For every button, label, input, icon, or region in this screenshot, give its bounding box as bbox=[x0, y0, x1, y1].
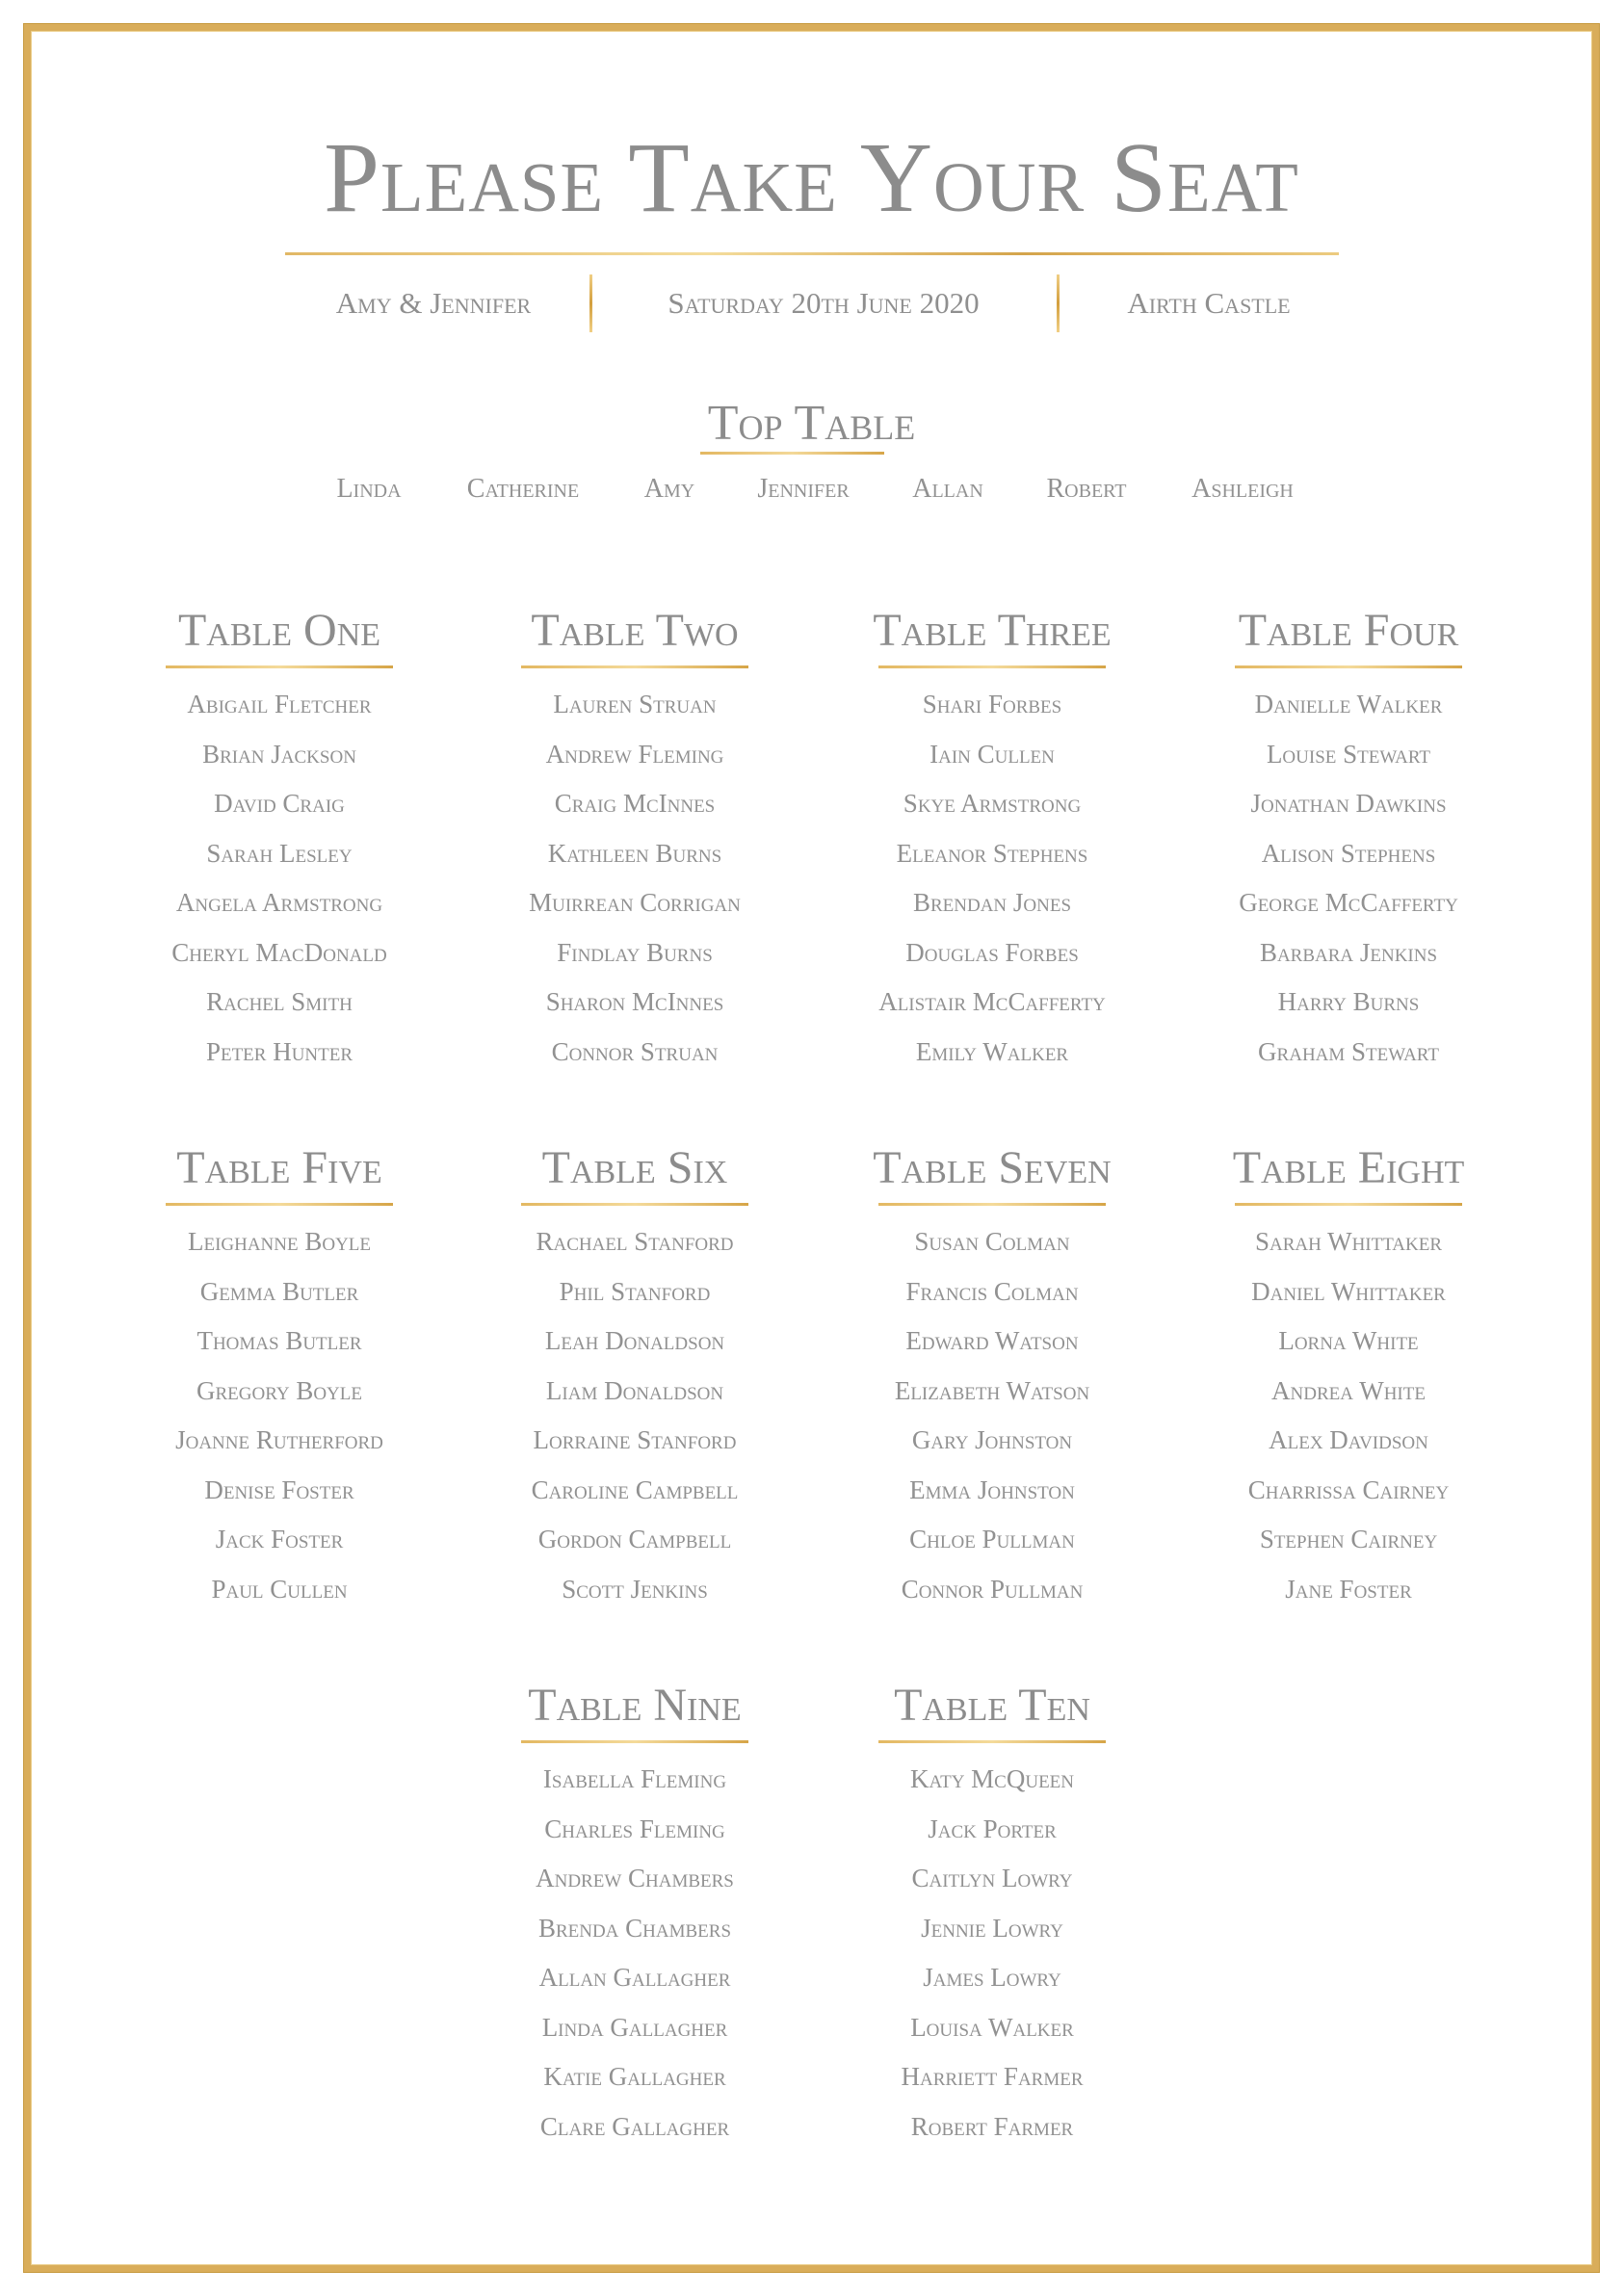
guest-name: Caitlyn Lowry bbox=[911, 1864, 1073, 1892]
top-table-title: Top Table bbox=[707, 396, 916, 451]
guest-name: Graham Stewart bbox=[1258, 1036, 1439, 1066]
guest-name: Gary Johnston bbox=[911, 1425, 1073, 1454]
guest-name: Louise Stewart bbox=[1266, 739, 1431, 769]
table-title: Table Six bbox=[541, 1142, 728, 1193]
guest-name: Barbara Jenkins bbox=[1259, 937, 1438, 967]
guest-name: Lorraine Stanford bbox=[533, 1425, 737, 1454]
guest-name: Andrew Fleming bbox=[545, 739, 724, 769]
guest-name: Alistair McCafferty bbox=[878, 987, 1106, 1016]
guest-name: Katy McQueen bbox=[909, 1764, 1075, 1793]
table-divider bbox=[166, 665, 393, 668]
top-table-guest: Jennifer bbox=[757, 474, 850, 504]
guest-name: Denise Foster bbox=[204, 1474, 354, 1504]
table-divider bbox=[521, 665, 748, 668]
guest-name: Alison Stephens bbox=[1261, 838, 1436, 868]
guest-name: Stephen Cairney bbox=[1259, 1525, 1438, 1553]
table-nine bbox=[481, 1677, 789, 2152]
guest-name: Findlay Burns bbox=[557, 937, 713, 967]
table-divider bbox=[1235, 665, 1462, 668]
venue-name: Airth Castle bbox=[1127, 286, 1291, 320]
top-table-guest: Amy bbox=[643, 474, 695, 504]
guest-name: Brenda Chambers bbox=[537, 1913, 732, 1943]
guest-name: Alex Davidson bbox=[1269, 1425, 1428, 1454]
top-table-guest: Catherine bbox=[466, 474, 580, 504]
table-two bbox=[481, 602, 789, 1077]
table-title: Table Five bbox=[176, 1142, 382, 1193]
guest-name: Louisa Walker bbox=[910, 2012, 1074, 2042]
guest-name: Clare Gallagher bbox=[539, 2111, 730, 2141]
table-title: Table Ten bbox=[894, 1680, 1090, 1731]
guest-name: Abigail Fletcher bbox=[187, 690, 372, 718]
guest-name: Susan Colman bbox=[914, 1227, 1070, 1256]
table-one bbox=[125, 602, 433, 1077]
table-divider bbox=[521, 1740, 748, 1743]
guest-name: Craig McInnes bbox=[554, 789, 716, 818]
guest-name: Francis Colman bbox=[905, 1276, 1079, 1306]
guest-name: Daniel Whittaker bbox=[1251, 1276, 1446, 1306]
table-divider bbox=[878, 665, 1106, 668]
guest-name: Harriett Farmer bbox=[901, 2062, 1084, 2091]
guest-name: Sarah Whittaker bbox=[1254, 1227, 1443, 1256]
top-table-divider bbox=[700, 452, 884, 455]
guest-name: Katie Gallagher bbox=[543, 2062, 726, 2091]
table-title: Table Eight bbox=[1232, 1142, 1465, 1193]
table-divider bbox=[878, 1203, 1106, 1206]
guest-name: Jonathan Dawkins bbox=[1250, 789, 1447, 818]
guest-name: David Craig bbox=[214, 789, 345, 818]
top-table-guest: Allan bbox=[912, 474, 983, 504]
guest-name: Charles Fleming bbox=[544, 1813, 725, 1843]
guest-name: Lauren Struan bbox=[553, 690, 717, 718]
table-title: Table Four bbox=[1238, 605, 1459, 656]
guest-name: Jack Foster bbox=[215, 1525, 344, 1553]
guest-name: Harry Burns bbox=[1277, 987, 1420, 1016]
guest-name: Gregory Boyle bbox=[196, 1375, 362, 1405]
table-title: Table Seven bbox=[873, 1142, 1112, 1193]
guest-name: Chloe Pullman bbox=[909, 1525, 1075, 1553]
table-title: Table Three bbox=[873, 605, 1112, 656]
guest-name: Leah Donaldson bbox=[544, 1326, 725, 1355]
guest-name: Phil Stanford bbox=[559, 1276, 711, 1306]
table-divider bbox=[1235, 1203, 1462, 1206]
guest-name: Linda Gallagher bbox=[541, 2012, 728, 2042]
guest-name: Peter Hunter bbox=[205, 1036, 353, 1066]
guest-name: Elizabeth Watson bbox=[894, 1375, 1090, 1405]
table-five bbox=[125, 1139, 433, 1614]
guest-name: Edward Watson bbox=[905, 1326, 1079, 1355]
guest-name: Shari Forbes bbox=[922, 690, 1062, 718]
guest-name: Muirrean Corrigan bbox=[529, 888, 741, 917]
guest-name: Brendan Jones bbox=[912, 888, 1072, 917]
table-title: Table One bbox=[177, 605, 381, 656]
guest-name: Connor Pullman bbox=[901, 1574, 1084, 1604]
page-title: Please Take Your Seat bbox=[324, 122, 1299, 233]
guest-name: Scott Jenkins bbox=[562, 1574, 708, 1604]
top-table-guest: Robert bbox=[1046, 474, 1127, 504]
top-table-guest: Ashleigh bbox=[1191, 474, 1294, 504]
top-table-guest: Linda bbox=[336, 474, 402, 504]
guest-name: Allan Gallagher bbox=[538, 1963, 731, 1992]
info-separator bbox=[1057, 274, 1060, 332]
table-seven bbox=[838, 1139, 1146, 1614]
guest-name: Danielle Walker bbox=[1254, 690, 1443, 718]
table-title: Table Nine bbox=[528, 1680, 742, 1731]
guest-name: Caroline Campbell bbox=[531, 1474, 739, 1504]
guest-name: Andrea White bbox=[1271, 1375, 1426, 1405]
guest-name: George McCafferty bbox=[1239, 888, 1458, 917]
guest-name: Charrissa Cairney bbox=[1247, 1474, 1450, 1504]
guest-name: Emily Walker bbox=[915, 1036, 1069, 1066]
table-three bbox=[838, 602, 1146, 1077]
guest-name: Rachel Smith bbox=[206, 987, 353, 1016]
guest-name: Paul Cullen bbox=[211, 1574, 348, 1604]
table-four bbox=[1194, 602, 1503, 1077]
guest-name: Sharon McInnes bbox=[545, 987, 724, 1016]
guest-name: Liam Donaldson bbox=[545, 1375, 724, 1405]
guest-name: Sarah Lesley bbox=[206, 838, 353, 868]
title-divider bbox=[285, 252, 1339, 255]
guest-name: Jane Foster bbox=[1285, 1574, 1412, 1604]
guest-name: Iain Cullen bbox=[929, 739, 1055, 769]
couple-names: Amy & Jennifer bbox=[335, 286, 532, 320]
guest-name: Cheryl MacDonald bbox=[171, 937, 387, 967]
guest-name: Douglas Forbes bbox=[905, 937, 1079, 967]
guest-name: Connor Struan bbox=[551, 1036, 719, 1066]
table-divider bbox=[521, 1203, 748, 1206]
table-ten bbox=[838, 1677, 1146, 2152]
guest-name: Rachael Stanford bbox=[536, 1227, 734, 1256]
table-title: Table Two bbox=[531, 605, 739, 656]
guest-name: Joanne Rutherford bbox=[175, 1425, 383, 1454]
guest-name: Gordon Campbell bbox=[537, 1525, 732, 1553]
guest-name: Skye Armstrong bbox=[903, 789, 1082, 818]
guest-name: Isabella Fleming bbox=[542, 1764, 727, 1793]
event-date: Saturday 20th June 2020 bbox=[668, 286, 980, 320]
guest-name: Andrew Chambers bbox=[536, 1864, 734, 1892]
guest-name: Gemma Butler bbox=[199, 1276, 359, 1306]
guest-name: Leighanne Boyle bbox=[187, 1227, 372, 1256]
guest-name: Emma Johnston bbox=[909, 1474, 1075, 1504]
info-separator bbox=[589, 274, 592, 332]
guest-name: Robert Farmer bbox=[910, 2111, 1074, 2141]
table-divider bbox=[166, 1203, 393, 1206]
table-six bbox=[481, 1139, 789, 1614]
guest-name: James Lowry bbox=[923, 1963, 1061, 1992]
table-eight bbox=[1194, 1139, 1503, 1614]
top-table-guests bbox=[0, 470, 1623, 509]
guest-name: Eleanor Stephens bbox=[896, 838, 1088, 868]
table-divider bbox=[878, 1740, 1106, 1743]
guest-name: Brian Jackson bbox=[202, 739, 356, 769]
guest-name: Thomas Butler bbox=[196, 1326, 362, 1355]
guest-name: Jack Porter bbox=[928, 1813, 1057, 1843]
guest-name: Kathleen Burns bbox=[547, 838, 722, 868]
guest-name: Lorna White bbox=[1278, 1326, 1419, 1355]
guest-name: Angela Armstrong bbox=[175, 888, 383, 917]
guest-name: Jennie Lowry bbox=[921, 1913, 1063, 1943]
